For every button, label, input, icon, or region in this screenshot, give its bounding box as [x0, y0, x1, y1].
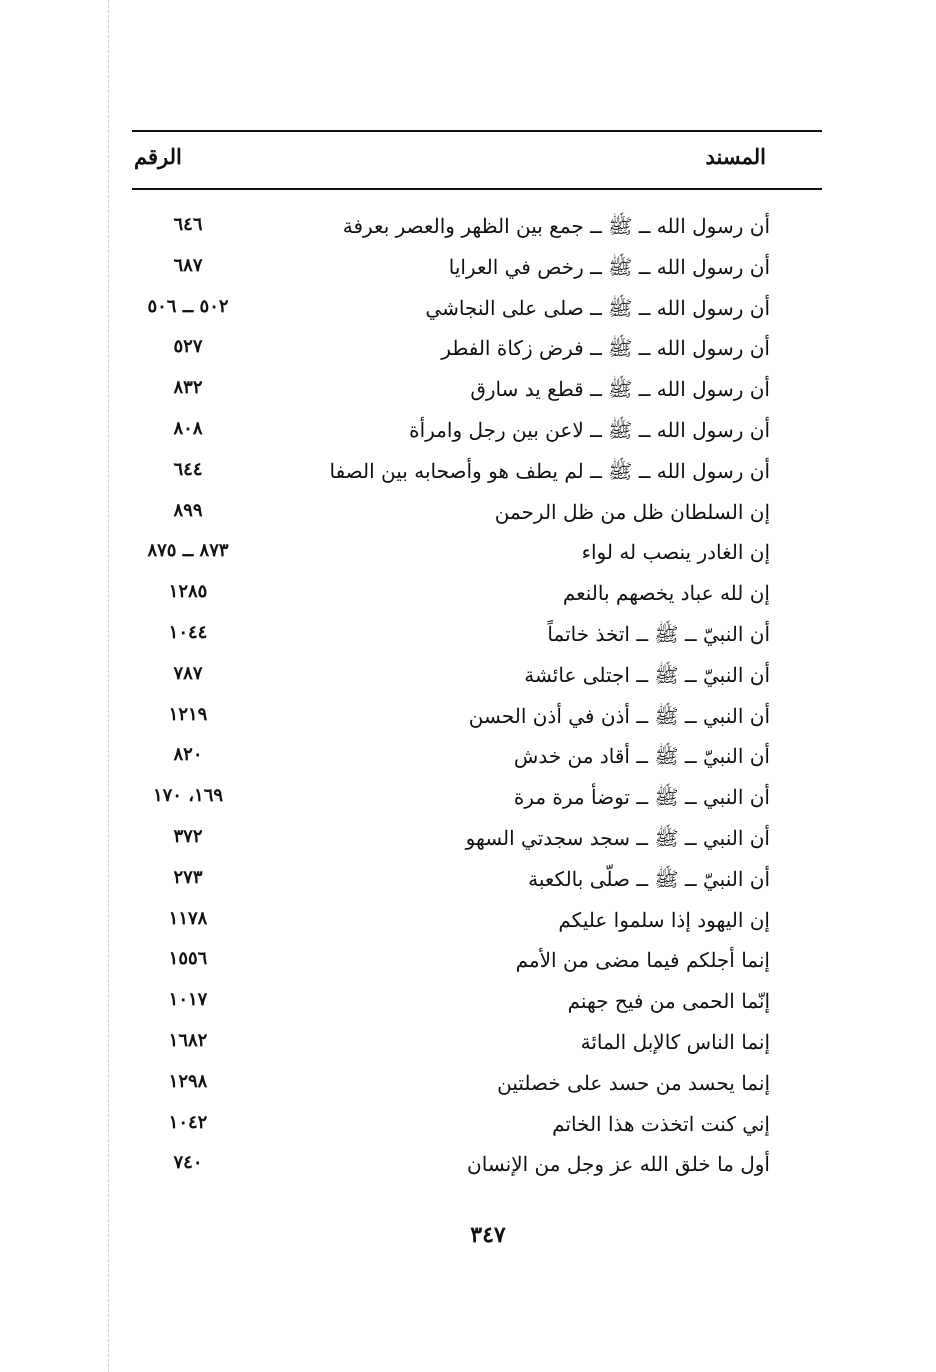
hadith-text: إنّما الحمى من فيح جهنم [567, 989, 770, 1014]
hadith-text: أن النبي ــ ﷺ ــ أذن في أذن الحسن [468, 703, 770, 728]
hadith-text: إني كنت اتخذت هذا الخاتم [552, 1111, 770, 1136]
hadith-number: ٨٠٨ [173, 417, 203, 439]
hadith-number: ٦٤٦ [173, 214, 203, 235]
hadith-text: إن السلطان ظل من ظل الرحمن [494, 499, 770, 524]
hadith-text: أن النبيّ ــ ﷺ ــ أقاد من خدش [513, 744, 770, 769]
table-row [132, 698, 822, 739]
hadith-number: ٢٧٣ [173, 866, 203, 888]
table-row [132, 412, 822, 453]
page-number: ٣٤٧ [470, 1222, 506, 1248]
hadith-text: أن رسول الله ــ ﷺ ــ جمع بين الظهر والعصر بعرفة [342, 214, 770, 238]
hadith-number: ١٢٩٨ [168, 1070, 208, 1092]
table-row [132, 371, 822, 412]
table-row [132, 657, 822, 698]
table-row [132, 534, 822, 575]
page-margin-guide [108, 0, 109, 1372]
hadith-number: ٥٢٧ [173, 336, 203, 358]
hadith-number: ١٥٥٦ [168, 948, 208, 970]
hadith-number: ٥٠٢ ــ ٥٠٦ [147, 295, 229, 317]
hadith-number: ٦٨٧ [173, 254, 203, 276]
table-row [132, 1146, 822, 1187]
table-row [132, 902, 822, 943]
table-row [132, 249, 822, 290]
hadith-number: ٧٤٠ [173, 1152, 203, 1174]
table-row [132, 983, 822, 1024]
hadith-text: أن رسول الله ــ ﷺ ــ رخص في العرايا [448, 254, 770, 279]
hadith-text: أن النبيّ ــ ﷺ ــ اجتلى عائشة [524, 662, 770, 687]
hadith-number: ٨٩٩ [173, 499, 203, 521]
hadith-text: أن النبي ــ ﷺ ــ توضأ مرة مرة [513, 785, 770, 810]
hadith-number: ٨٣٢ [173, 377, 203, 399]
hadith-text: أن رسول الله ــ ﷺ ــ فرض زكاة الفطر [441, 336, 770, 361]
hadith-number: ١٢١٩ [168, 703, 208, 725]
hadith-text: أن رسول الله ــ ﷺ ــ لم يطف هو وأصحابه بين الصفا [329, 458, 770, 483]
hadith-text: إن لله عباد يخصهم بالنعم [562, 581, 770, 606]
table-row [132, 1024, 822, 1065]
table-row [132, 779, 822, 820]
hadith-number: ٣٧٢ [173, 825, 203, 847]
hadith-text: أن رسول الله ــ ﷺ ــ صلى على النجاشي [425, 295, 770, 320]
table-row [132, 942, 822, 983]
hadith-text: أن رسول الله ــ ﷺ ــ لاعن بين رجل وامرأة [409, 417, 770, 442]
column-header-number: الرقم [134, 144, 182, 169]
hadith-text: أن النبيّ ــ ﷺ ــ صلّى بالكعبة [528, 866, 770, 891]
table-row [132, 453, 822, 494]
hadith-number: ١٠١٧ [168, 989, 208, 1011]
hadith-number: ٨٧٣ ــ ٨٧٥ [147, 540, 229, 562]
hadith-text: أن النبي ــ ﷺ ــ سجد سجدتي السهو [465, 825, 770, 850]
table-row [132, 330, 822, 371]
table-row [132, 616, 822, 657]
entry-list [132, 208, 822, 1187]
column-header-musnad: المسند [705, 144, 766, 169]
hadith-number: ١٠٤٢ [168, 1111, 208, 1133]
table-row [132, 861, 822, 902]
hadith-number: ١٠٤٤ [168, 621, 208, 643]
hadith-text: أن رسول الله ــ ﷺ ــ قطع يد سارق [470, 377, 770, 402]
table-row [132, 208, 822, 249]
hadith-text: إن اليهود إذا سلموا عليكم [558, 907, 770, 932]
hadith-number: ١٢٨٥ [168, 581, 208, 603]
hadith-number: ١١٧٨ [168, 907, 208, 929]
hadith-text: إنما الناس كالإبل المائة [580, 1029, 770, 1054]
hadith-text: أول ما خلق الله عز وجل من الإنسان [467, 1152, 770, 1177]
hadith-number: ٨٢٠ [173, 744, 203, 766]
hadith-text: أن النبيّ ــ ﷺ ــ اتخذ خاتماً [547, 621, 770, 646]
hadith-text: إن الغادر ينصب له لواء [581, 540, 770, 565]
table-row [132, 290, 822, 331]
hadith-text: إنما أجلكم فيما مضى من الأمم [515, 948, 770, 973]
table-row [132, 738, 822, 779]
hadith-number: ١٦٩، ١٧٠ [152, 785, 224, 807]
table-header [132, 130, 822, 190]
table-row [132, 494, 822, 535]
hadith-number: ١٦٨٢ [168, 1029, 208, 1051]
hadith-text: إنما يحسد من حسد على خصلتين [497, 1070, 770, 1095]
table-row [132, 1065, 822, 1106]
table-row [132, 820, 822, 861]
table-row [132, 575, 822, 616]
hadith-number: ٦٤٤ [173, 458, 203, 480]
table-row [132, 1106, 822, 1147]
hadith-index-table [132, 130, 822, 1187]
hadith-number: ٧٨٧ [173, 662, 203, 684]
